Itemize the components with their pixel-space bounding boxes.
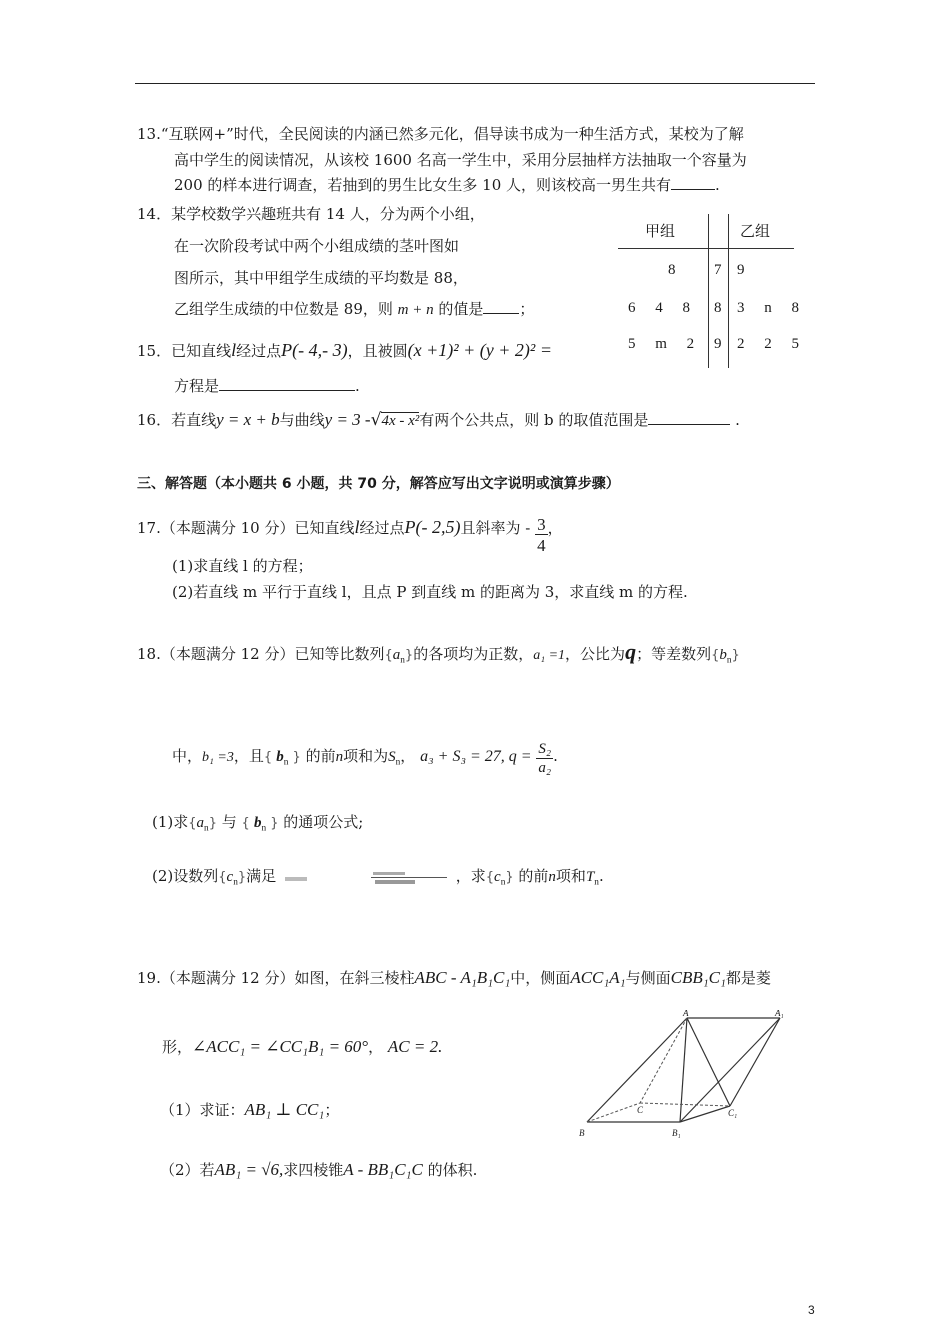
q13-answer-blank[interactable]: [671, 189, 715, 190]
header-rule: [135, 83, 815, 84]
q18-line1: 18.（本题满分 12 分）已知等比数列$\{a_n\}$的各项均为正数，a₁ =1，公比为q；等差数列$\{b_n\}$: [137, 639, 740, 666]
q16-line: 16．若直线y = x + b与曲线y = 3 -√4x - x²有两个公共点，则 b 的取值范围是 .: [137, 410, 740, 430]
q15-line1: 15．已知直线l经过点P(- 4,- 3)，且被圆(x +1)² + (y + 2)² =: [137, 340, 552, 360]
stem-line-left: [708, 214, 709, 368]
label-C1: C₁: [728, 1108, 738, 1118]
right-group-header: 乙组: [740, 222, 771, 240]
label-B1: B₁: [672, 1128, 681, 1138]
stem-row3: 9: [714, 336, 730, 352]
label-B: B: [579, 1128, 585, 1138]
page-number: 3: [808, 1303, 815, 1317]
q13-line1: 13.“互联网+”时代，全民阅读的内涵已然多元化，倡导读书成为一种生活方式，某校为了解: [137, 125, 744, 143]
prism-figure: [575, 1010, 795, 1145]
q15-answer-blank[interactable]: [219, 390, 355, 391]
leaf-right-row3: 2 2 5: [737, 336, 807, 352]
stem-leaf-plot: [610, 212, 810, 372]
q14-line3: 图所示，其中甲组学生成绩的平均数是 88，: [174, 269, 468, 287]
q15-line2: 方程是 .: [174, 377, 360, 395]
label-C: C: [637, 1105, 644, 1115]
smudged-formula: [281, 867, 451, 887]
q17-line1: 17.（本题满分 10 分）已知直线l经过点P(- 2,5)且斜率为 - $\frac{3}{4}$ ，: [137, 515, 563, 555]
q13-line3: 200 的样本进行调查，若抽到的男生比女生多 10 人，则该校高一男生共有 .: [174, 176, 720, 194]
leaf-left-row2: 6 4 8: [628, 300, 698, 316]
slope-fraction: $\frac{3}{4}$: [537, 515, 546, 555]
q14-line1: 14．某学校数学兴趣班共有 14 人，分为两个小组，: [137, 205, 485, 223]
q18-part2: (2)设数列$\{c_n\}$满足 ，求$\{c_n\}$ 的前n项和$T_n$.: [152, 867, 604, 888]
label-A: A: [683, 1010, 689, 1018]
section-heading: 三、解答题（本小题共 6 小题，共 70 分，解答应写出文字说明或演算步骤）: [137, 476, 620, 492]
q14-line2: 在一次阶段考试中两个小组成绩的茎叶图如: [174, 237, 460, 255]
leaf-right-row2: 3 n 8: [737, 300, 807, 316]
q14-line4: 乙组学生成绩的中位数是 89，则 m + n 的值是 ；: [174, 300, 535, 318]
q14-answer-blank[interactable]: [483, 313, 519, 314]
q18-line2: 中，b₁ =3，且{ $b_n$ } 的前n项和为$S_n$， a₃ + S₃ = 27, q = $\frac{\text{S₂}}{\text{a₂}}$ .: [172, 741, 558, 776]
left-group-header: 甲组: [645, 222, 676, 240]
leaf-left-row3: 5 m 2: [628, 336, 703, 352]
q17-part2: (2)若直线 m 平行于直线 l，且点 P 到直线 m 的距离为 3，求直线 m 的方程.: [172, 583, 688, 601]
stem-row2: 8: [714, 300, 730, 316]
q19-part2: （2）若AB₁ = √6,求四棱锥A - BB₁C₁C 的体积.: [160, 1160, 478, 1179]
q19-part1: （1）求证：AB₁ ⊥ CC₁；: [160, 1100, 340, 1119]
q19-line1: 19.（本题满分 12 分）如图，在斜三棱柱ABC - A₁B₁C₁中，侧面ACC₁A₁与侧面CBB₁C₁都是菱: [137, 968, 771, 987]
q-fraction: $\frac{\text{S₂}}{\text{a₂}}$: [538, 741, 552, 776]
label-A1: A₁: [775, 1010, 784, 1018]
leaf-right-row1: 9: [737, 262, 753, 278]
stem-row1: 7: [714, 262, 730, 278]
q19-line2: 形，∠ACC₁ = ∠CC₁B₁ = 60°， AC = 2.: [162, 1037, 443, 1056]
leaf-left-row1: 8: [668, 262, 684, 278]
q17-part1: (1)求直线 l 的方程；: [172, 557, 313, 575]
q16-answer-blank[interactable]: [648, 424, 730, 425]
q18-part1: (1)求$\{a_n\}$ 与 { $b_n$ } 的通项公式;: [152, 813, 364, 834]
header-line: [618, 248, 794, 249]
q13-line2: 高中学生的阅读情况，从该校 1600 名高一学生中，采用分层抽样方法抽取一个容量为: [174, 151, 747, 169]
